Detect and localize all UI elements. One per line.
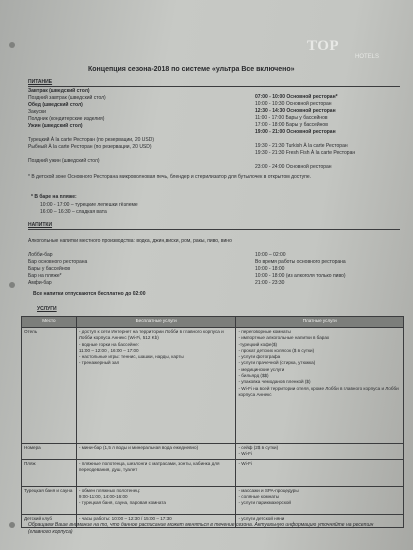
- service-row: [22, 459, 404, 486]
- meal-item: Турецкий À la carte Ресторан (по резервации, 20 USD): [28, 137, 155, 143]
- service-free-item: 11:00 – 12:00 , 16:00 – 17:00: [78, 347, 139, 353]
- meal-time-item: 19:30 - 21:30 Turkish À la carte Ресторан: [255, 143, 348, 149]
- service-paid-item: - услуги прачечной (стирка, утюжка): [238, 360, 316, 366]
- service-paid-cell: [236, 459, 404, 486]
- meal-time-item: 19:30 - 21:30 Fresh Fish À la carte Ресторан: [255, 150, 356, 156]
- bar-hours-list: [255, 252, 346, 287]
- service-row: [22, 444, 404, 460]
- beach-heading: * В баре на пляже:: [31, 194, 77, 200]
- service-paid-item: - массажи и SPA-процедуры: [238, 487, 299, 493]
- punch-hole: [9, 522, 15, 528]
- services-table: [21, 316, 404, 528]
- column-header-place: Место: [22, 317, 77, 328]
- service-free-item: - мини-бар (1,5 л воды и минеральная вода ежедневно): [78, 445, 199, 450]
- bar-hours-item: 10:00 - 18:00: [255, 266, 285, 272]
- service-paid-item: - услуги детской няни: [238, 515, 285, 521]
- punch-hole: [9, 42, 15, 48]
- bar-hours-item: Во время работы основного ресторана: [255, 259, 346, 265]
- meal-time-item: 23:00 - 24:00 Основной ресторан: [255, 164, 332, 170]
- service-free-item: - турецкая баня, сауна, паровая комната: [78, 500, 166, 506]
- meal-time-item: [255, 157, 355, 164]
- meal-item: Рыбный À la carte Ресторан (по резервации, 20 USD): [28, 144, 152, 150]
- service-paid-cell: [236, 486, 404, 514]
- meal-item: Завтрак (шведский стол): [28, 88, 90, 94]
- beach-items-list: [40, 202, 138, 216]
- service-paid-item: - Wi-Fi на всей территории отеля, кроме Лобби в главного корпуса и Лобби корпуса Аннекс: [238, 385, 399, 397]
- meal-item: Полдник (кондитерские изделия): [28, 116, 105, 122]
- bar-item: Бары у бассейнов: [28, 266, 71, 272]
- service-paid-item: - медицинские услуги: [238, 366, 285, 372]
- service-place-cell: Турецкая баня и сауна: [22, 486, 77, 514]
- service-paid-item: - импортные алкогольные напитки в барах: [238, 335, 330, 341]
- meal-time-item: [255, 136, 355, 143]
- punch-hole: [9, 282, 15, 288]
- service-paid-item: - услуги парикмахерской: [238, 500, 292, 506]
- service-free-item: - доступ к сети Интернет на территории Лобби в главного корпуса и Лобби корпуса Аннекс (Wi-Fi, 512 Kb): [78, 329, 224, 341]
- service-free-item: - часы работы: 10:00 – 12:30 / 15:00 – 17:30: [78, 515, 172, 521]
- meal-time-item: 17:00 - 18:00 Бары у бассейнов: [255, 122, 328, 128]
- logo-mark: TOP: [307, 38, 340, 54]
- column-header-free: Бесплатные услуги: [76, 317, 236, 328]
- service-free-item: - тренажерный зал: [78, 360, 120, 366]
- bar-item: Бар на пляже*: [28, 273, 62, 279]
- meal-time-item: 19:00 - 21:00 Основной ресторан: [255, 129, 336, 135]
- service-place-cell: Отель: [22, 328, 77, 444]
- service-paid-item: - соляные комнаты: [238, 493, 280, 499]
- service-paid-item: - Wi-Fi: [238, 460, 252, 466]
- meal-item: [28, 130, 154, 137]
- food-meals-list: [28, 88, 154, 165]
- service-paid-item: - Wi-Fi: [238, 451, 252, 457]
- service-place-cell: Пляж: [22, 459, 77, 486]
- service-row: [22, 328, 404, 444]
- bar-item: Лобби-бар: [28, 252, 53, 258]
- bar-item: Бар основного ресторана: [28, 259, 88, 265]
- meal-item: Обед (шведский стол): [28, 102, 83, 108]
- drinks-intro: Алкогольные напитки местного производства: водка, джин,виски, ром, ракы, пиво, вино: [28, 238, 232, 244]
- services-heading: УСЛУГИ: [37, 306, 57, 312]
- meal-item: Ужин (шведский стол): [28, 123, 83, 129]
- food-note: * В детской зоне Основного Ресторана микроволновая печь, блендер и стерилизатор для бутылочек в открытом доступе.: [28, 174, 311, 180]
- meal-time-item: 07:00 - 10:00 Основной ресторан*: [255, 94, 338, 100]
- service-paid-item: - упаковка чемоданов пленкой ($): [238, 379, 311, 385]
- service-free-cell: [76, 459, 236, 486]
- service-free-cell: [76, 444, 236, 460]
- meal-item: Закуски: [28, 109, 46, 115]
- service-free-item: - настольные игры: теннис, шашки, нарды, карты: [78, 354, 184, 360]
- meal-time-item: 12:30 - 14:30 Основной ресторан: [255, 108, 336, 114]
- service-free-item: - обмен пляжных полотенец:: [78, 487, 141, 493]
- beach-item: 10:00 - 17:00 – турецкие лепешки гёзлеме: [40, 202, 138, 208]
- divider: [28, 86, 400, 87]
- service-free-cell: [76, 486, 236, 514]
- service-paid-item: - переговорные комнаты: [238, 329, 291, 334]
- food-heading: ПИТАНИЕ: [28, 79, 53, 85]
- service-free-item: 9:00-11:00, 14:00-16:00: [78, 493, 128, 499]
- document-title: Концепция сезона-2018 по системе «ультра Все включено»: [88, 66, 295, 73]
- service-place-cell: Детский клуб: [22, 514, 77, 527]
- service-paid-item: - услуги фотографа: [238, 354, 281, 360]
- meal-item: [28, 151, 154, 158]
- service-paid-item: -турецкий кофе($): [238, 341, 278, 347]
- beach-item: 16:00 – 16:30 – сладкая вата: [40, 209, 107, 215]
- service-free-item: - пляжные полотенца, шезлонги с матрасами, зонты, кабинка для переодевания, душ, туалет: [78, 460, 220, 472]
- service-paid-cell: [236, 444, 404, 460]
- meal-item: Поздний завтрак (шведский стол): [28, 95, 106, 101]
- service-free-cell: [76, 328, 236, 444]
- service-place-cell: Номера: [22, 444, 77, 460]
- meal-time-item: 11:00 - 17:00 Бары у бассейнов: [255, 115, 328, 121]
- bar-hours-item: 10:00 - 18:00 (из алкоголя только пиво): [255, 273, 346, 279]
- drinks-heading: НАПИТКИ: [28, 222, 53, 228]
- drinks-free-note: Все напитки отпускаются бесплатно до 02:00: [33, 291, 146, 297]
- bar-item: Амфи-бар: [28, 280, 52, 286]
- watermark-logo: [307, 38, 403, 68]
- food-times-list: [255, 94, 355, 171]
- logo-sub: HOTELS: [355, 54, 380, 60]
- service-row: [22, 486, 404, 514]
- bar-hours-item: 21:00 - 23:30: [255, 280, 285, 286]
- column-header-paid: Платные услуги: [236, 317, 404, 328]
- meal-item: Поздний ужин (шведский стол): [28, 158, 100, 164]
- service-free-item: - водные горки на бассейне:: [78, 341, 139, 347]
- divider: [28, 229, 400, 230]
- meal-time-item: 10:00 - 10:30 Основной ресторан: [255, 101, 332, 107]
- service-paid-item: - сейф (2$ в сутки): [238, 445, 279, 450]
- bars-list: [28, 252, 87, 287]
- services-header-row: [22, 317, 404, 328]
- service-paid-item: - прокат детских колясок ($ в сутки): [238, 347, 315, 353]
- bar-hours-item: 10:00 – 02:00: [255, 252, 286, 258]
- footnote: Обращаем Ваше внимание на то, что данное расписание может меняться в течение сезона. Актуальную информацию уточняйте на ресепшн (главного корпуса): [28, 522, 374, 535]
- service-paid-cell: [236, 328, 404, 444]
- service-paid-item: - бильярд ($$): [238, 373, 269, 379]
